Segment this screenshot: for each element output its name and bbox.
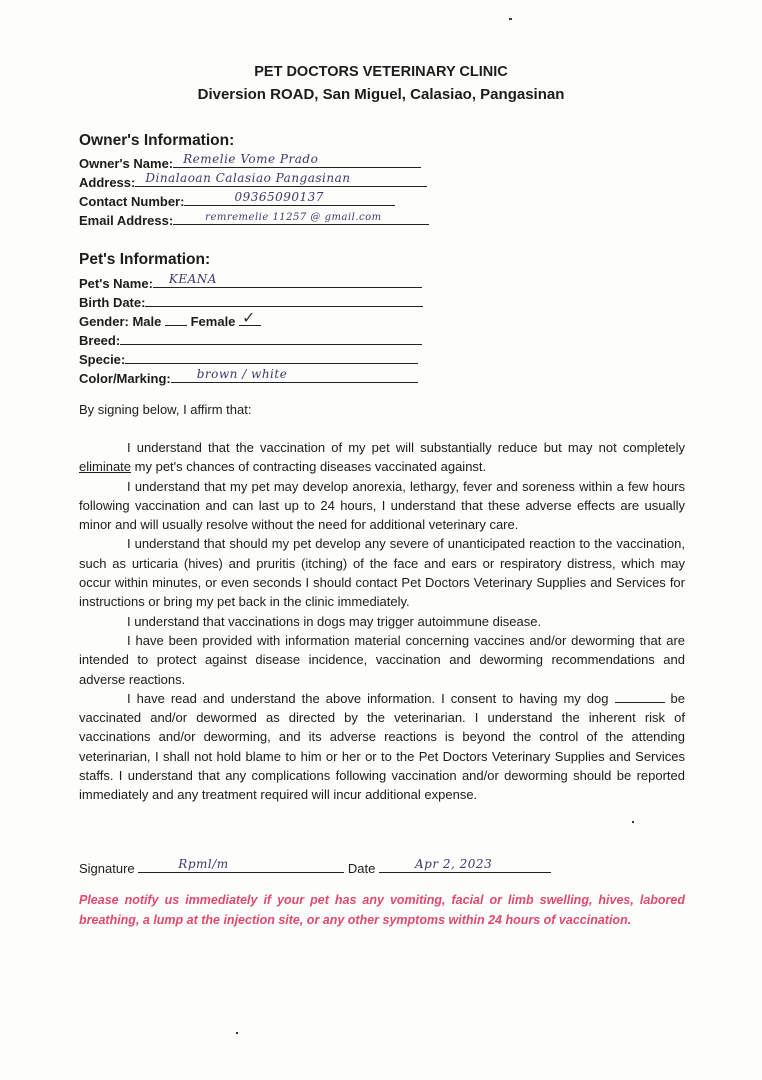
owner-contact-field[interactable] <box>184 191 395 206</box>
paragraph-text: my pet's chances of contracting diseases vaccinated against. <box>131 459 487 475</box>
color-label: Color/Marking: <box>79 371 171 386</box>
color-row <box>79 368 418 386</box>
owner-name-row <box>79 153 421 171</box>
owner-email-field[interactable] <box>173 210 429 225</box>
paragraph-text: be vaccinated and/or dewormed as directed by the veterinarian. I understand the inherent risk of vaccinations and/or deworming, and its adverse reactions is beyond the control of the attending veterinarian, I shall not hold blame to him or her or to the Pet Doctors Veterinary Supplies and Services staffs. I understand that any complications following vaccination and/or deworming should be reported immediately and any treatment required will incur additional expense. <box>79 690 685 803</box>
owner-address-field[interactable] <box>135 172 427 187</box>
scan-speck <box>632 821 634 823</box>
affirm-intro: By signing below, I affirm that: <box>79 402 252 417</box>
gender-female-blank[interactable] <box>239 308 261 327</box>
owner-email-row <box>79 210 429 228</box>
birth-date-field[interactable] <box>145 292 423 307</box>
paragraph-information: I have been provided with information material concerning vaccines and/or deworming that are intended to protect against disease incidence, vaccination and deworming recommendations and adverse reactions. <box>79 632 685 687</box>
owner-name-field[interactable] <box>173 153 421 168</box>
paragraph-autoimmune: I understand that vaccinations in dogs may trigger autoimmune disease. <box>127 613 542 629</box>
date-field[interactable] <box>379 858 551 873</box>
scan-speck <box>509 18 512 20</box>
breed-row <box>79 330 422 348</box>
date-value: Apr 2, 2023 <box>415 857 493 871</box>
signature-field[interactable] <box>138 858 344 873</box>
owner-name-label: Owner's Name: <box>79 156 174 171</box>
signature-row <box>79 858 551 876</box>
specie-label: Specie: <box>79 352 126 367</box>
gender-male-label: Gender: Male <box>79 314 162 329</box>
pet-section-title: Pet's Information: <box>79 251 211 268</box>
specie-row <box>79 349 418 367</box>
owner-email-label: Email Address: <box>79 213 174 228</box>
scan-speck <box>236 1032 238 1034</box>
pet-name-label: Pet's Name: <box>79 276 153 291</box>
breed-label: Breed: <box>79 333 121 348</box>
owner-contact-row <box>79 191 395 209</box>
gender-row <box>79 308 261 329</box>
owner-contact-value: 09365090137 <box>234 190 324 204</box>
underlined-word: eliminate <box>79 459 132 475</box>
color-value: brown / white <box>196 367 288 381</box>
consent-paragraphs <box>79 438 685 805</box>
paragraph-severe-reaction: I understand that should my pet develop any severe of unanticipated reaction to the vaccination, such as urticaria (hives) and pruritis (itching) of the face and ears or respiratory distress, which may occur within minutes, or even seconds I should contact Pet Doctors Veterinary Supplies and Services for instructions or bring my pet back in the clinic immediately. <box>79 536 685 610</box>
dog-name-blank[interactable] <box>615 692 665 703</box>
signature-label: Signature <box>79 861 135 876</box>
color-field[interactable] <box>171 368 418 383</box>
breed-field[interactable] <box>120 330 422 345</box>
clinic-address: Diversion ROAD, San Miguel, Calasiao, Pangasinan <box>197 86 565 103</box>
owner-email-value: remremelie 11257 @ gmail.com <box>205 212 382 223</box>
check-mark-icon: ✓ <box>242 308 256 327</box>
owner-section-title: Owner's Information: <box>79 132 235 149</box>
date-label: Date <box>347 861 376 876</box>
owner-address-value: Dinalaoan Calasiao Pangasinan <box>145 171 351 185</box>
owner-address-row <box>79 172 427 190</box>
paragraph-consent <box>79 689 685 805</box>
paragraph-text: I understand that the vaccination of my pet will substantially reduce but may not completely <box>127 440 685 455</box>
clinic-name: PET DOCTORS VETERINARY CLINIC <box>254 64 508 80</box>
notify-notice: Please notify us immediately if your pet has any vomiting, facial or limb swelling, hives, labored breathing, a lump at the injection site, or any other symptoms within 24 hours of vaccination. <box>79 893 685 927</box>
gender-female-label: Female <box>190 314 236 329</box>
owner-contact-label: Contact Number: <box>79 194 185 209</box>
paragraph-text: I have read and understand the above information. I consent to having my dog <box>127 690 615 706</box>
pet-name-row <box>79 273 422 291</box>
signature-value: Rpml/m <box>178 857 229 871</box>
paragraph-vaccination-efficacy <box>79 438 685 477</box>
pet-name-value: KEANA <box>168 272 217 286</box>
paragraph-side-effects: I understand that my pet may develop anorexia, lethargy, fever and soreness within a few hours following vaccination and can last up to 24 hours, I understand that these adverse effects are usually minor and will usually resolve without the need for additional veterinary care. <box>79 478 685 533</box>
birth-date-label: Birth Date: <box>79 295 146 310</box>
gender-male-blank[interactable] <box>165 311 187 326</box>
specie-field[interactable] <box>125 349 418 364</box>
pet-name-field[interactable] <box>153 273 422 288</box>
owner-address-label: Address: <box>79 175 136 190</box>
owner-name-value: Remelie Vome Prado <box>183 152 319 166</box>
